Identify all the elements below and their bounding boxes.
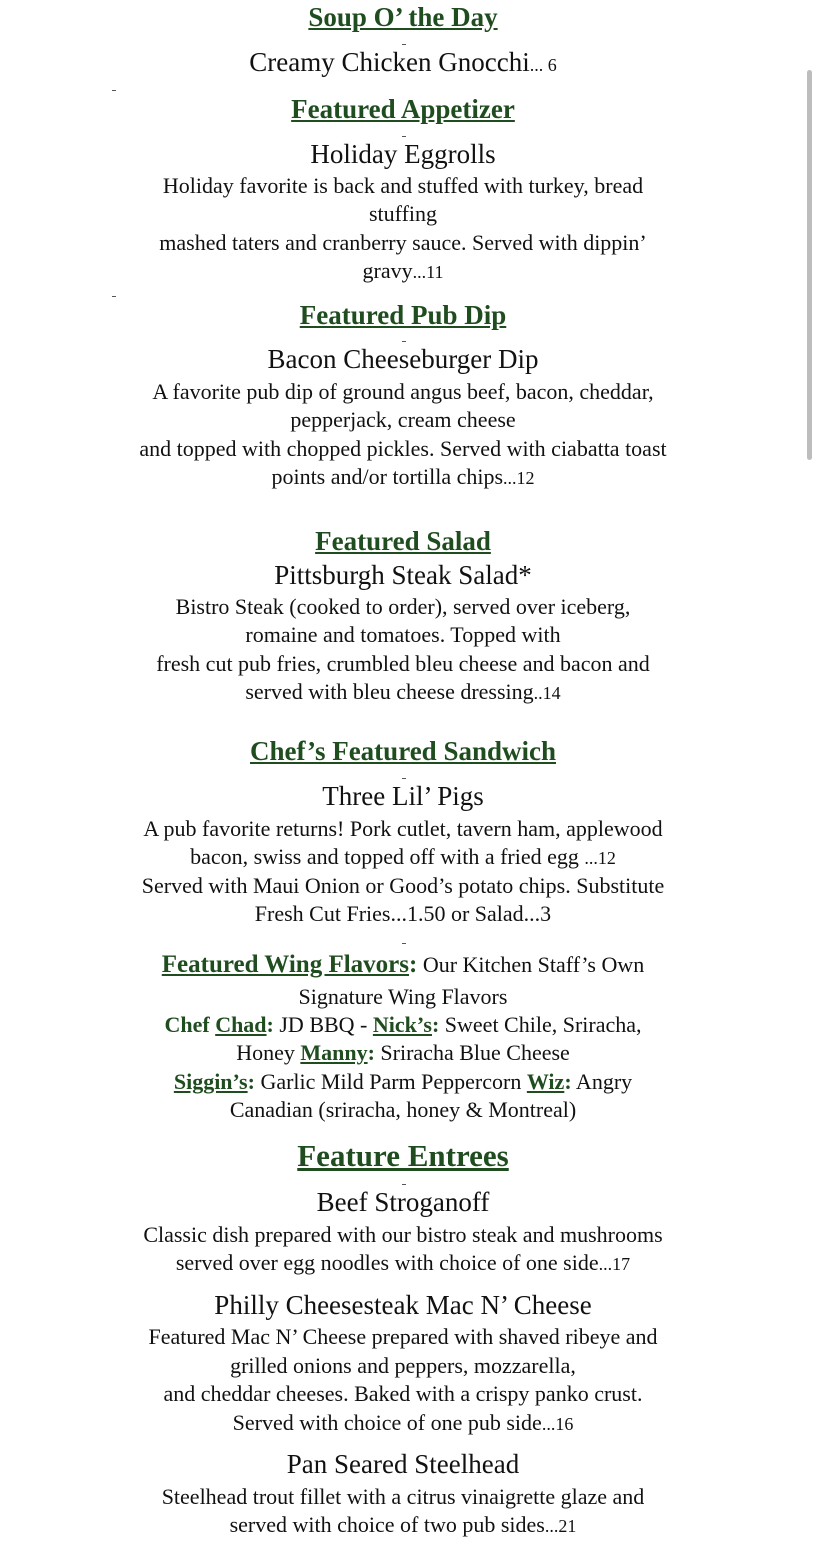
wings-intro: Our Kitchen Staff’s Own	[417, 952, 645, 977]
tick-mark	[402, 1184, 406, 1185]
salad-desc-text: served with bleu cheese dressing	[245, 679, 534, 704]
appetizer-heading: Featured Appetizer	[291, 94, 515, 124]
wings-colon: :	[409, 951, 418, 978]
pub-dip-desc-line: and topped with chopped pickles. Served with ciabatta toast	[139, 436, 667, 461]
wings-line-manny	[0, 1039, 806, 1068]
appetizer-price: ...11	[412, 262, 444, 282]
wings-heading-line	[0, 951, 806, 980]
entree-desc-last	[0, 1511, 806, 1541]
tick-mark	[112, 90, 116, 91]
pub-dip-desc-line: pepperjack, cream cheese	[290, 407, 516, 432]
soup-item	[0, 47, 806, 80]
soup-heading: Soup O’ the Day	[308, 2, 498, 32]
colon-mark: :	[266, 1012, 274, 1037]
salad-item: Pittsburgh Steak Salad*	[274, 560, 532, 590]
soup-price: ... 6	[529, 55, 557, 75]
tick-mark	[402, 341, 406, 342]
entree-desc-line: grilled onions and peppers, mozzarella,	[230, 1353, 576, 1378]
wings-line-siggins-wiz	[0, 1068, 806, 1097]
pub-dip-desc-last	[0, 463, 806, 493]
pub-dip-desc-line: A favorite pub dip of ground angus beef, bacon, cheddar,	[152, 379, 654, 404]
wings-line-chad-nick	[0, 1011, 806, 1040]
chef-prefix: Chef	[164, 1012, 216, 1037]
sandwich-price: ...12	[584, 848, 616, 868]
tick-mark	[402, 778, 406, 779]
entree-price: ...17	[598, 1254, 631, 1274]
entree-desc-line: Steelhead trout fillet with a citrus vinaigrette glaze and	[161, 1484, 645, 1509]
sandwich-item: Three Lil’ Pigs	[322, 781, 484, 811]
siggins-flavor: Garlic Mild Parm Peppercorn	[254, 1069, 527, 1094]
appetizer-desc-line: mashed taters and cranberry sauce. Served with dippin’	[159, 230, 647, 255]
colon-mark: :	[367, 1040, 375, 1065]
appetizer-desc-text: gravy	[362, 258, 413, 283]
tick-mark	[112, 296, 116, 297]
salad-desc-last	[0, 678, 806, 708]
sandwich-desc-text: bacon, swiss and topped off with a fried egg	[190, 844, 585, 869]
chef-manny: Manny	[300, 1040, 368, 1065]
pub-dip-heading: Featured Pub Dip	[299, 300, 507, 330]
sandwich-desc-line: Fresh Cut Fries...1.50 or Salad...3	[254, 901, 552, 926]
salad-desc-line: Bistro Steak (cooked to order), served over iceberg,	[175, 594, 631, 619]
colon-mark: :	[431, 1012, 440, 1037]
salad-price: ..14	[533, 683, 561, 703]
appetizer-desc-line: Holiday favorite is back and stuffed with turkey, bread	[162, 173, 644, 198]
entree-desc-text: served over egg noodles with choice of one side	[175, 1250, 599, 1275]
entree-desc-last	[0, 1249, 806, 1279]
salad-desc-line: romaine and tomatoes. Topped with	[245, 622, 561, 647]
chef-nicks: Nick’s	[372, 1012, 432, 1037]
pub-dip-desc-text: points and/or tortilla chips	[271, 464, 504, 489]
tick-mark	[402, 136, 406, 137]
wings-heading: Featured Wing Flavors	[161, 951, 409, 978]
pub-dip-price: ...12	[503, 468, 535, 488]
wiz-flavor: Angry	[571, 1069, 633, 1094]
soup-item-name: Creamy Chicken Gnocchi	[249, 47, 530, 77]
appetizer-desc-last	[0, 257, 806, 287]
wings-last-line: Canadian (sriracha, honey & Montreal)	[229, 1097, 577, 1122]
sandwich-heading: Chef’s Featured Sandwich	[249, 736, 556, 766]
honey-text: Honey	[236, 1040, 301, 1065]
wings-intro-line: Signature Wing Flavors	[298, 984, 508, 1009]
pub-dip-item: Bacon Cheeseburger Dip	[267, 344, 539, 374]
entree-price: ...16	[541, 1414, 574, 1434]
entree-desc-line: Classic dish prepared with our bistro steak and mushrooms	[143, 1222, 663, 1247]
entree-price: ...21	[544, 1516, 577, 1536]
entree-name: Pan Seared Steelhead	[286, 1449, 520, 1479]
chef-wiz: Wiz	[526, 1069, 565, 1094]
entree-desc-line: Featured Mac N’ Cheese prepared with shaved ribeye and	[148, 1324, 658, 1349]
sandwich-desc-line-2	[0, 843, 806, 873]
entree-desc-line: and cheddar cheeses. Baked with a crispy panko crust.	[163, 1381, 643, 1406]
chad-flavor: JD BBQ -	[273, 1012, 373, 1037]
colon-mark: :	[247, 1069, 255, 1094]
entree-name: Philly Cheesesteak Mac N’ Cheese	[214, 1290, 592, 1320]
scrollbar-thumb[interactable]	[807, 70, 812, 460]
sandwich-desc-line: A pub favorite returns! Pork cutlet, tavern ham, applewood	[143, 816, 663, 841]
chef-chad: Chad	[215, 1012, 267, 1037]
colon-mark: :	[564, 1069, 572, 1094]
sandwich-desc-line: Served with Maui Onion or Good’s potato chips. Substitute	[141, 873, 665, 898]
manny-flavor: Sriracha Blue Cheese	[374, 1040, 570, 1065]
salad-heading: Featured Salad	[315, 526, 491, 556]
tick-mark	[402, 943, 406, 944]
nicks-flavor: Sweet Chile, Sriracha,	[439, 1012, 642, 1037]
appetizer-item: Holiday Eggrolls	[310, 139, 496, 169]
scrollbar-track[interactable]	[806, 0, 813, 1545]
entree-name: Beef Stroganoff	[316, 1187, 490, 1217]
tick-mark	[402, 44, 406, 45]
entree-desc-last	[0, 1409, 806, 1439]
chef-siggins: Siggin’s	[173, 1069, 248, 1094]
appetizer-desc-line: stuffing	[368, 201, 438, 226]
entrees-heading: Feature Entrees	[297, 1138, 509, 1173]
entree-desc-text: served with choice of two pub sides	[229, 1512, 545, 1537]
salad-desc-line: fresh cut pub fries, crumbled bleu cheese and bacon and	[156, 651, 650, 676]
entree-desc-text: Served with choice of one pub side	[232, 1410, 542, 1435]
